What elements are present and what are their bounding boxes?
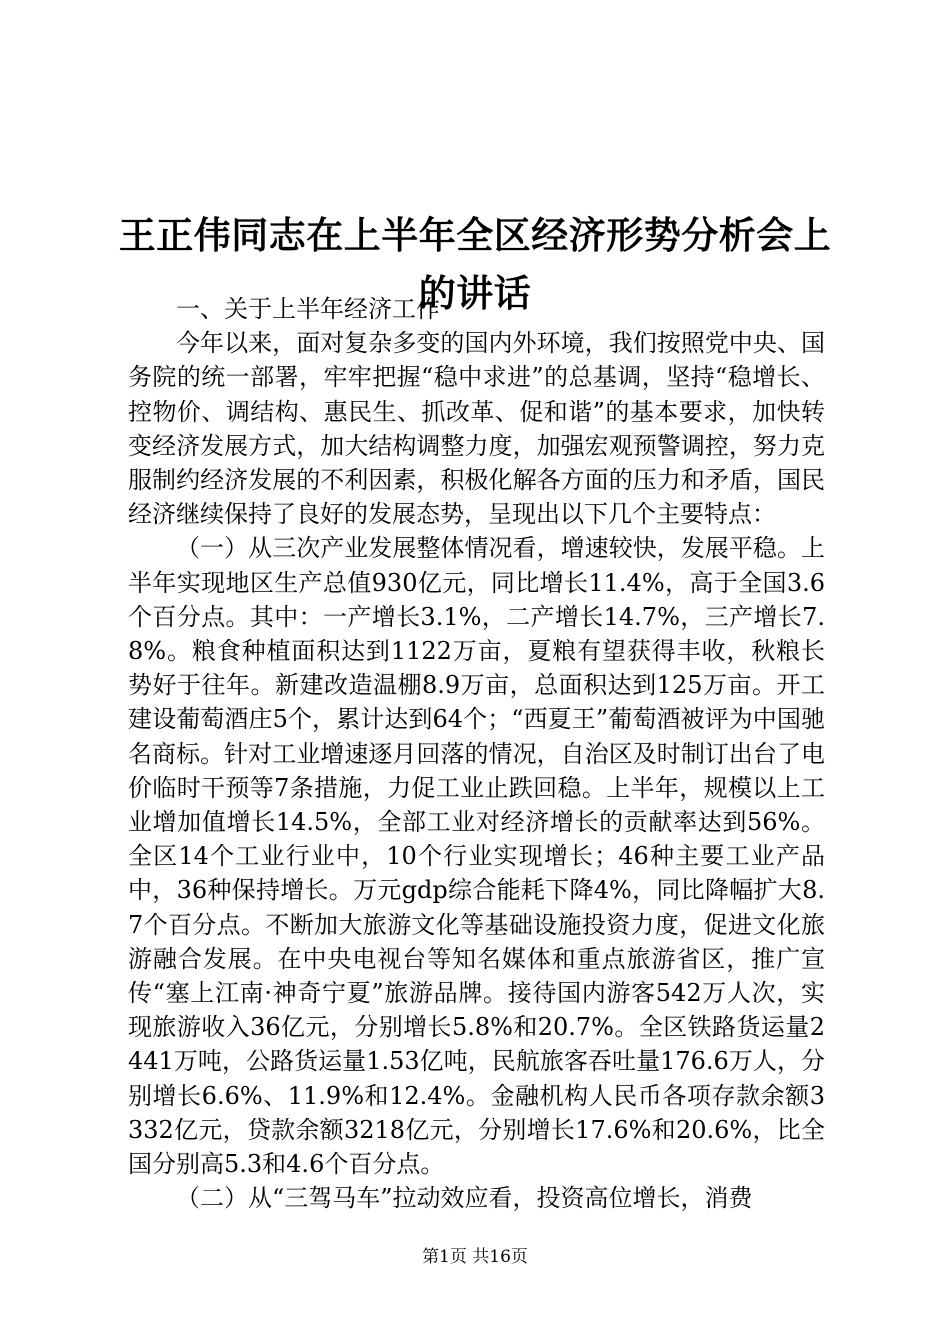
paragraph-intro: 今年以来，面对复杂多变的国内外环境，我们按照党中央、国务院的统一部署，牢牢把握“稳中求进”的总基调，坚持“稳增长、控物价、调结构、惠民生、抓改革、促和谐”的基本要求，加快转变经济发展方式，加大结构调整力度，加强宏观预警调控，努力克服制约经济发展的不利因素，积极化解各方面的压力和矛盾，国民经济继续保持了良好的发展态势，呈现出以下几个主要特点： <box>128 329 825 529</box>
document-title: 王正伟同志在上半年全区经济形势分析会上的讲话 <box>118 212 832 315</box>
document-body <box>128 292 825 1215</box>
page-footer: 第1页 共16页 <box>422 1247 528 1267</box>
paragraph-1: （一）从三次产业发展整体情况看，增速较快，发展平稳。上半年实现地区生产总值930亿元，同比增长11.4%，高于全国3.6个百分点。其中：一产增长3.1%，二产增长14.7%，三产增长7.8%。粮食种植面积达到1122万亩，夏粮有望获得丰收，秋粮长势好于往年。新建改造温棚8.9万亩，总面积达到125万亩。开工建设葡萄酒庄5个，累计达到64个；“西夏王”葡萄酒被评为中国驰名商标。针对工业增速逐月回落的情况，自治区及时制订出台了电价临时干预等7条措施，力促工业止跌回稳。上半年，规模以上工业增加值增长14.5%，全部工业对经济增长的贡献率达到56%。全区14个工业行业中，10个行业实现增长；46种主要工业产品中，36种保持增长。万元gdp综合能耗下降4%，同比降幅扩大8.7个百分点。不断加大旅游文化等基础设施投资力度，促进文化旅游融合发展。在中央电视台等知名媒体和重点旅游省区，推广宣传“塞上江南·神奇宁夏”旅游品牌。接待国内游客542万人次，实现旅游收入36亿元，分别增长5.8%和20.7%。全区铁路货运量2441万吨，公路货运量1.53亿吨，民航旅客吞吐量176.6万人，分别增长6.6%、11.9%和12.4%。金融机构人民币各项存款余额3332亿元，贷款余额3218亿元，分别增长17.6%和20.6%，比全国分别高5.3和4.6个百分点。 <box>128 534 825 1179</box>
section-heading: 一、关于上半年经济工作 <box>176 295 440 323</box>
paragraph-2-start: （二）从“三驾马车”拉动效应看，投资高位增长，消费 <box>176 1184 753 1213</box>
